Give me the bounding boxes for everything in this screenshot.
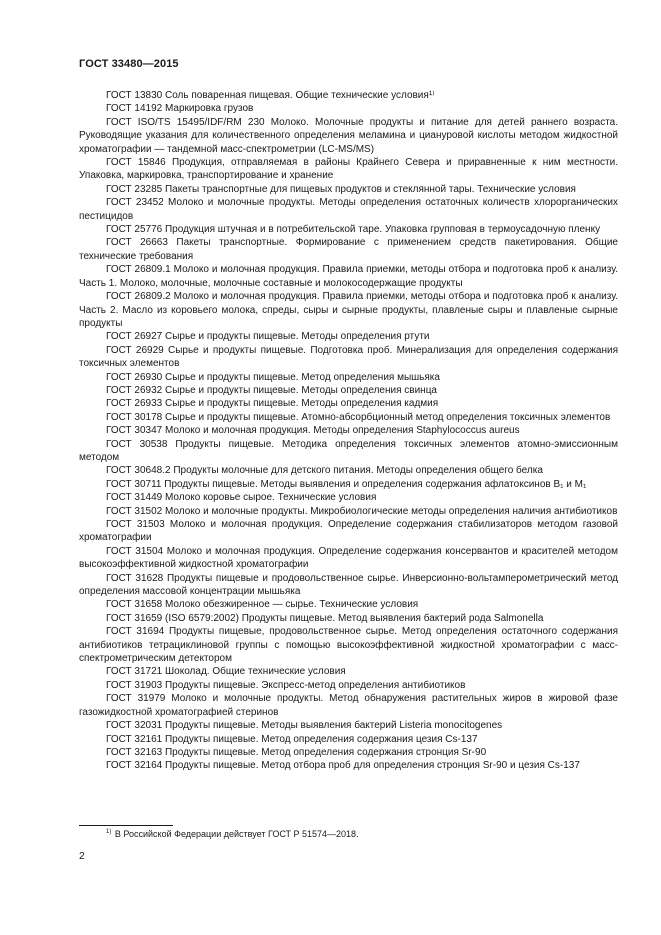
reference-item: ГОСТ 31502 Молоко и молочные продукты. Микробиологические методы определения наличия антибиотиков: [106, 505, 618, 517]
reference-item: ГОСТ 31659 (ISO 6579:2002) Продукты пищевые. Метод выявления бактерий рода Salmonella: [106, 612, 544, 624]
reference-item: ГОСТ 31979 Молоко и молочные продукты. Метод обнаружения растительных жиров в жировой фазе газожидкостной хроматографией стеринов: [79, 693, 618, 718]
reference-item: ГОСТ 23452 Молоко и молочные продукты. Методы определения остаточных количеств хлорорганических пестицидов: [79, 197, 618, 222]
reference-item: ГОСТ 25776 Продукция штучная и в потребительской таре. Упаковка групповая в термоусадочную пленку: [106, 224, 601, 236]
reference-item: ГОСТ 30538 Продукты пищевые. Методика определения токсичных элементов атомно-эмиссионным методом: [79, 438, 618, 463]
reference-item: ГОСТ 13830 Соль поваренная пищевая. Общие технические условия¹⁾: [106, 90, 435, 101]
reference-item: ГОСТ 26809.1 Молоко и молочная продукция. Правила приемки, методы отбора и подготовка проб к анализу. Часть 1. Молоко, молочные, молочные составные и молокосодержащие продукты: [79, 264, 618, 289]
reference-item: ГОСТ 31694 Продукты пищевые, продовольственное сырье. Метод определения остаточного содержания антибиотиков тетрациклиновой группы с помощью высокоэффективной жидкостной хроматографии с масс-спектрометрическим детектором: [79, 626, 618, 665]
footnote-separator: [79, 825, 173, 826]
reference-item: ГОСТ 14192 Маркировка грузов: [106, 103, 254, 115]
reference-item: ГОСТ 26809.2 Молоко и молочная продукция. Правила приемки, методы отбора и подготовка проб к анализу. Часть 2. Масло из коровьего молока, спреды, сыры и сырные продукты, плавленые сыры и плавленые сырные продукты: [79, 291, 618, 329]
reference-item: ГОСТ 26663 Пакеты транспортные. Формирование с применением средств пакетирования. Общие технические требования: [79, 237, 618, 262]
reference-item: ГОСТ 31721 Шоколад. Общие технические условия: [106, 666, 346, 678]
reference-item: ГОСТ 31503 Молоко и молочная продукция. Определение содержания стабилизаторов методом газовой хроматографии: [79, 519, 618, 544]
reference-item: ГОСТ 26930 Сырье и продукты пищевые. Метод определения мышьяка: [106, 371, 440, 383]
reference-item: ГОСТ 31504 Молоко и молочная продукция. Определение содержания консервантов и красителей методом высокоэффективной жидкостной хроматографии: [79, 545, 618, 571]
reference-item: ГОСТ 32164 Продукты пищевые. Метод отбора проб для определения стронция Sr-90 и цезия Cs-137: [106, 760, 580, 772]
reference-item: ГОСТ 32161 Продукты пищевые. Метод определения содержания цезия Cs-137: [106, 733, 478, 745]
reference-item: ГОСТ 15846 Продукция, отправляемая в районы Крайнего Севера и приравненные к ним местности. Упаковка, маркировка, транспортирование и хранение: [79, 157, 618, 182]
reference-item: ГОСТ 26932 Сырье и продукты пищевые. Методы определения свинца: [106, 384, 437, 396]
reference-item: ГОСТ 30648.2 Продукты молочные для детского питания. Методы определения общего белка: [106, 465, 543, 477]
reference-item: ГОСТ 31449 Молоко коровье сырое. Технические условия: [106, 492, 377, 504]
page-number: 2: [79, 850, 85, 862]
reference-item: ГОСТ 30178 Сырье и продукты пищевые. Атомно-абсорбционный метод определения токсичных элементов: [106, 411, 611, 423]
footnote-text: В Российской Федерации действует ГОСТ Р 51574—2018.: [114, 829, 359, 839]
reference-item: ГОСТ 26929 Сырье и продукты пищевые. Подготовка проб. Минерализация для определения содержания токсичных элементов: [79, 344, 618, 370]
reference-item: ГОСТ 32163 Продукты пищевые. Метод определения содержания стронция Sr-90: [106, 746, 487, 758]
normative-references-list: [79, 89, 618, 773]
footnote-marker: 1): [106, 829, 112, 835]
reference-item: ГОСТ 26933 Сырье и продукты пищевые. Методы определения кадмия: [106, 398, 439, 410]
document-header: ГОСТ 33480—2015: [79, 58, 179, 70]
reference-item: ГОСТ 31903 Продукты пищевые. Экспресс-метод определения антибиотиков: [106, 679, 466, 691]
reference-item: ГОСТ 30347 Молоко и молочная продукция. Методы определения Staphylococcus aureus: [106, 425, 520, 437]
footnote: [106, 829, 359, 839]
reference-item: ГОСТ ISO/TS 15495/IDF/RM 230 Молоко. Молочные продукты и питание для детей раннего возраста. Руководящие указания для количественного определения меламина и циануровой кислоты методом жидкостной хроматографии — тандемной масс-спектрометрии (LC-MS/MS): [79, 116, 618, 155]
reference-item: ГОСТ 31658 Молоко обезжиренное — сырье. Технические условия: [106, 599, 419, 611]
reference-item: ГОСТ 32031 Продукты пищевые. Методы выявления бактерий Listeria monocitogenes: [106, 720, 503, 732]
reference-item: ГОСТ 30711 Продукты пищевые. Методы выявления и определения содержания афлатоксинов B₁ и M₁: [106, 478, 587, 490]
reference-item: ГОСТ 31628 Продукты пищевые и продовольственное сырье. Инверсионно-вольтамперометрический метод определения массовой концентрации мышьяка: [79, 572, 618, 598]
reference-item: ГОСТ 26927 Сырье и продукты пищевые. Методы определения ртути: [106, 331, 430, 343]
reference-item: ГОСТ 23285 Пакеты транспортные для пищевых продуктов и стеклянной тары. Технические условия: [106, 183, 576, 195]
